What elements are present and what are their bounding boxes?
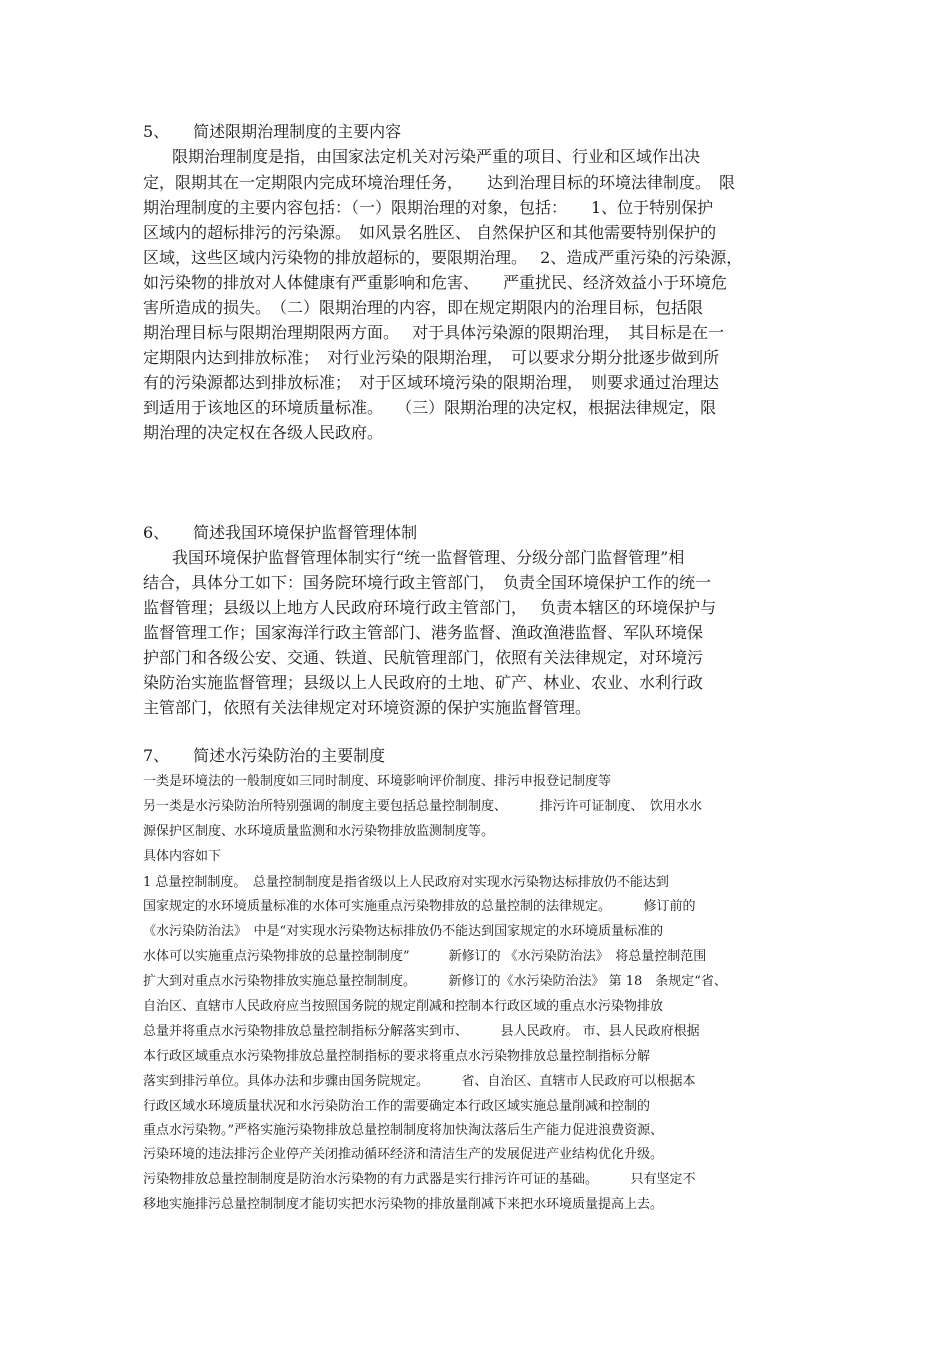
section-5-line: 期治理的决定权在各级人民政府。 (143, 423, 384, 442)
section-7-line: 具体内容如下 (143, 849, 222, 864)
section-5-line: 害所造成的损失。 （二）限期治理的内容，即在规定期限内的治理目标，包括限 (143, 298, 704, 317)
section-6-heading: 6、 简述我国环境保护监督管理体制 (143, 523, 418, 542)
section-7-line: 移地实施排污总量控制制度才能切实把水污染物的排放量削减下来把水环境质量提高上去。 (143, 1197, 664, 1212)
section-7-line: 国家规定的水环境质量标准的水体可实施重点污染物排放的总量控制的法律规定。 修订前的 (143, 899, 696, 914)
section-6-line: 我国环境保护监督管理体制实行“统一监督管理、分级分部门监督管理”相 (172, 548, 685, 567)
section-7-line: 源保护区制度、水环境质量监测和水污染物排放监测制度等。 (143, 824, 495, 839)
section-5-line: 定，限期其在一定期限内完成环境治理任务， 达到治理目标的环境法律制度。 限 (143, 173, 736, 192)
section-5-line: 到适用于该地区的环境质量标准。 （三）限期治理的决定权，根据法律规定，限 (143, 398, 717, 417)
section-7-line: 行政区域水环境质量状况和水污染防治工作的需要确定本行政区域实施总量削减和控制的 (143, 1099, 651, 1114)
section-6-line: 护部门和各级公安、交通、铁道、民航管理部门，依照有关法律规定，对环境污 (143, 648, 704, 667)
section-5-line: 定期限内达到排放标准； 对行业污染的限期治理， 可以要求分期分批逐步做到所 (143, 348, 720, 367)
section-7-heading: 7、 简述水污染防治的主要制度 (143, 746, 386, 765)
section-7-line: 另一类是水污染防治所特别强调的制度主要包括总量控制制度、 排污许可证制度、 饮用水水 (143, 799, 703, 814)
section-6-line: 染防治实施监督管理；县级以上人民政府的土地、矿产、林业、农业、水利行政 (143, 673, 704, 692)
section-5-line: 限期治理制度是指，由国家法定机关对污染严重的项目、行业和区域作出决 (172, 147, 701, 166)
section-7-line: 总量并将重点水污染物排放总量控制指标分解落实到市、 县人民政府。 市、县人民政府根据 (143, 1024, 700, 1039)
section-7-line: 落实到排污单位。具体办法和步骤由国务院规定。 省、自治区、直辖市人民政府可以根据本 (143, 1074, 696, 1089)
section-7-line: 《水污染防治法》 中是“对实现水污染物达标排放仍不能达到国家规定的水环境质量标准的 (143, 924, 664, 939)
section-7-line: 扩大到对重点水污染物排放实施总量控制制度。 新修订的《水污染防治法》 第 18 条规定“省、 (143, 974, 727, 989)
section-7-line: 污染环境的违法排污企业停产关闭推动循环经济和清洁生产的发展促进产业结构优化升级。 (143, 1147, 664, 1162)
section-5-line: 如污染物的排放对人体健康有严重影响和危害、 严重扰民、经济效益小于环境危 (143, 273, 728, 292)
section-5-line: 期治理制度的主要内容包括：（一）限期治理的对象，包括： 1、位于特别保护 (143, 198, 714, 217)
section-7-line: 本行政区域重点水污染物排放总量控制指标的要求将重点水污染物排放总量控制指标分解 (143, 1049, 651, 1064)
section-5-line: 区域，这些区域内污染物的排放超标的，要限期治理。 2、造成严重污染的污染源， (143, 248, 743, 267)
section-6-line: 监督管理工作；国家海洋行政主管部门、港务监督、渔政渔港监督、军队环境保 (143, 623, 704, 642)
section-7-line: 1 总量控制制度。 总量控制制度是指省级以上人民政府对实现水污染物达标排放仍不能达到 (143, 875, 669, 890)
section-5-line: 有的污染源都达到排放标准； 对于区域环境污染的限期治理， 则要求通过治理达 (143, 373, 720, 392)
section-7-line: 污染物排放总量控制制度是防治水污染物的有力武器是实行排污许可证的基础。 只有坚定不 (143, 1172, 696, 1187)
section-5-line: 区域内的超标排污的污染源。 如风景名胜区、 自然保护区和其他需要特别保护的 (143, 223, 717, 242)
section-5-line: 期治理目标与限期治理期限两方面。 对于具体污染源的限期治理， 其目标是在一 (143, 323, 725, 342)
section-7-line: 自治区、直辖市人民政府应当按照国务院的规定削减和控制本行政区域的重点水污染物排放 (143, 999, 664, 1014)
section-6-line: 结合，具体分工如下：国务院环境行政主管部门， 负责全国环境保护工作的统一 (143, 573, 712, 592)
section-6-line: 监督管理；县级以上地方人民政府环境行政主管部门， 负责本辖区的环境保护与 (143, 598, 717, 617)
section-6-line: 主管部门，依照有关法律规定对环境资源的保护实施监督管理。 (143, 698, 592, 717)
section-5-heading: 5、 简述限期治理制度的主要内容 (143, 122, 402, 141)
section-7-line: 一类是环境法的一般制度如三同时制度、环境影响评价制度、排污申报登记制度等 (143, 774, 612, 789)
section-7-line: 重点水污染物。”严格实施污染物排放总量控制制度将加快淘汰落后生产能力促进浪费资源、 (143, 1123, 664, 1138)
section-7-line: 水体可以实施重点污染物排放的总量控制制度” 新修订的 《水污染防治法》 将总量控制范围 (143, 949, 707, 964)
